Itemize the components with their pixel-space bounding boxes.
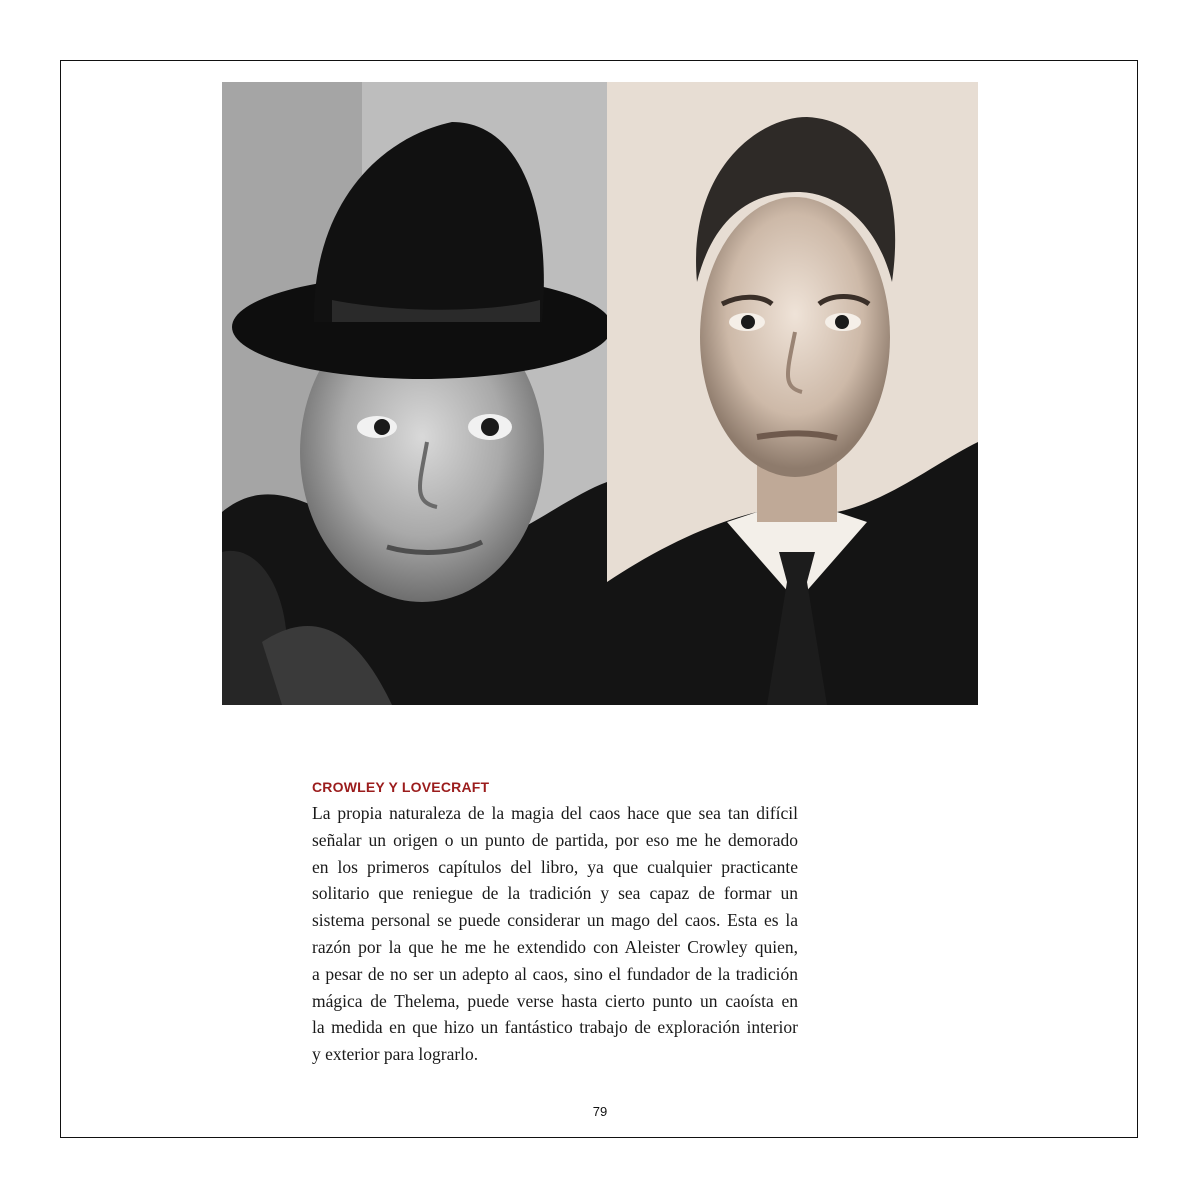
body-line: sistema personal se puede considerar un mago del caos. Esta es la <box>312 910 798 931</box>
body-line: y exterior para lograrlo. <box>312 1044 479 1065</box>
photo-strip <box>222 82 978 705</box>
body-line: solitario que reniegue de la tradición y sea capaz de formar un <box>312 883 798 904</box>
page-number: 79 <box>592 1104 608 1119</box>
body-line: a pesar de no ser un adepto al caos, sino el fundador de la tradición <box>312 963 798 984</box>
lovecraft-portrait-illustration <box>607 82 978 705</box>
crowley-photo <box>222 82 607 705</box>
lovecraft-photo <box>607 82 978 705</box>
body-line: en los primeros capítulos del libro, ya que cualquier practicante <box>312 856 798 877</box>
body-line: mágica de Thelema, puede verse hasta cierto punto un caoísta en <box>312 990 798 1011</box>
crowley-portrait-illustration <box>222 82 607 705</box>
body-paragraph <box>312 800 798 1068</box>
section-heading: CROWLEY Y LOVECRAFT <box>312 779 490 795</box>
body-line: la medida en que hizo un fantástico trabajo de exploración interior <box>312 1017 798 1038</box>
body-line: razón por la que he me he extendido con Aleister Crowley quien, <box>312 936 798 957</box>
body-line: La propia naturaleza de la magia del caos hace que sea tan difícil <box>312 803 798 823</box>
body-line: señalar un origen o un punto de partida, por eso me he demorado <box>312 829 798 850</box>
